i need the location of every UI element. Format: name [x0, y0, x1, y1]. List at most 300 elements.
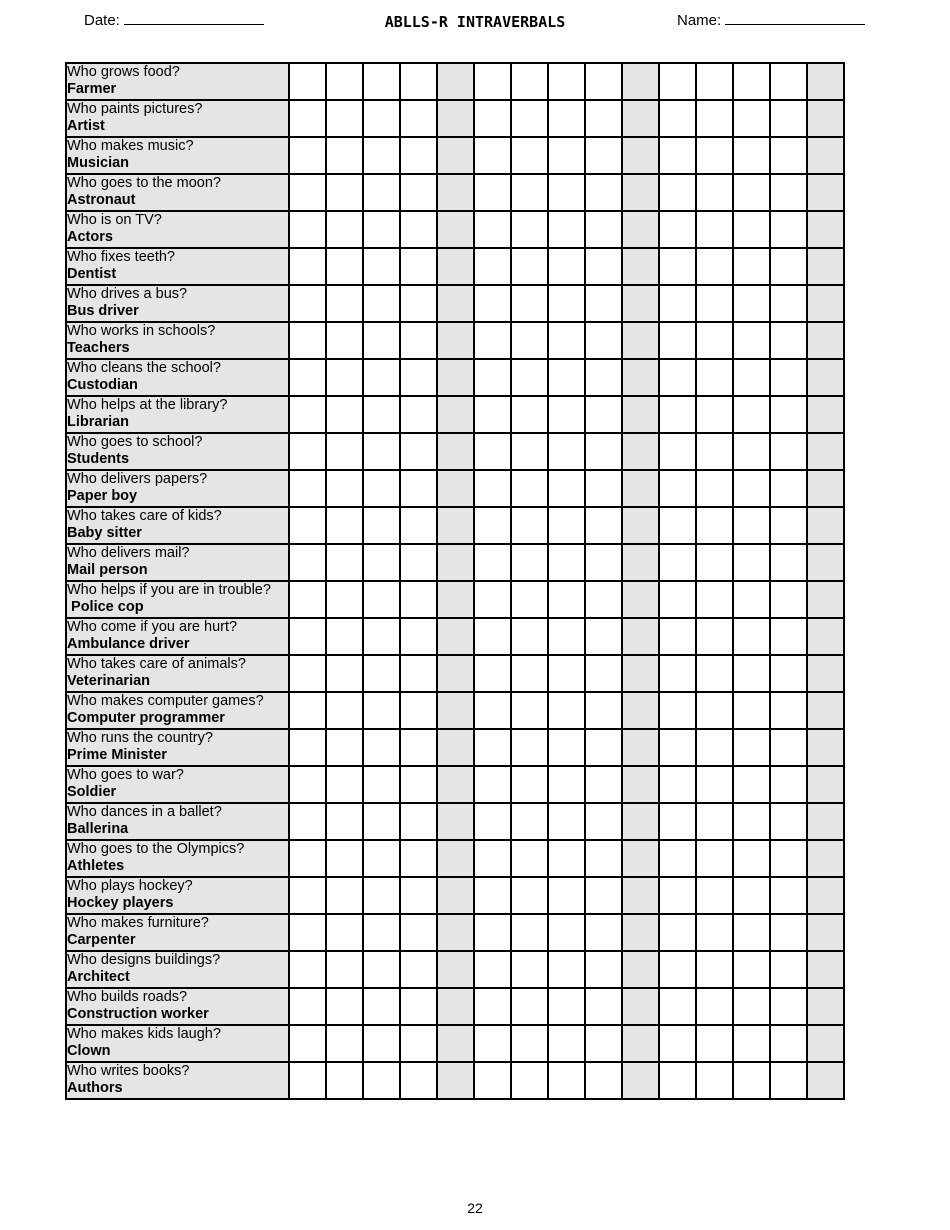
- trial-check-cell[interactable]: [696, 840, 733, 877]
- trial-check-cell[interactable]: [659, 322, 696, 359]
- trial-check-cell[interactable]: [585, 581, 622, 618]
- trial-check-cell[interactable]: [585, 914, 622, 951]
- trial-check-cell[interactable]: [363, 174, 400, 211]
- trial-check-cell[interactable]: [622, 470, 659, 507]
- trial-check-cell[interactable]: [511, 174, 548, 211]
- trial-check-cell[interactable]: [770, 396, 807, 433]
- trial-check-cell[interactable]: [733, 433, 770, 470]
- trial-check-cell[interactable]: [289, 840, 326, 877]
- trial-check-cell[interactable]: [400, 988, 437, 1025]
- trial-check-cell[interactable]: [400, 914, 437, 951]
- trial-check-cell[interactable]: [326, 285, 363, 322]
- trial-check-cell[interactable]: [585, 433, 622, 470]
- trial-check-cell[interactable]: [548, 1025, 585, 1062]
- trial-check-cell[interactable]: [474, 63, 511, 100]
- trial-check-cell[interactable]: [289, 137, 326, 174]
- trial-check-cell[interactable]: [807, 544, 844, 581]
- trial-check-cell[interactable]: [437, 100, 474, 137]
- trial-check-cell[interactable]: [807, 211, 844, 248]
- trial-check-cell[interactable]: [363, 100, 400, 137]
- trial-check-cell[interactable]: [511, 729, 548, 766]
- trial-check-cell[interactable]: [585, 951, 622, 988]
- trial-check-cell[interactable]: [400, 877, 437, 914]
- trial-check-cell[interactable]: [659, 470, 696, 507]
- trial-check-cell[interactable]: [400, 618, 437, 655]
- trial-check-cell[interactable]: [585, 248, 622, 285]
- trial-check-cell[interactable]: [622, 803, 659, 840]
- trial-check-cell[interactable]: [511, 137, 548, 174]
- trial-check-cell[interactable]: [733, 729, 770, 766]
- trial-check-cell[interactable]: [622, 840, 659, 877]
- trial-check-cell[interactable]: [511, 692, 548, 729]
- trial-check-cell[interactable]: [770, 1025, 807, 1062]
- trial-check-cell[interactable]: [807, 285, 844, 322]
- trial-check-cell[interactable]: [770, 803, 807, 840]
- trial-check-cell[interactable]: [622, 1062, 659, 1099]
- trial-check-cell[interactable]: [289, 470, 326, 507]
- trial-check-cell[interactable]: [733, 470, 770, 507]
- trial-check-cell[interactable]: [474, 618, 511, 655]
- trial-check-cell[interactable]: [400, 211, 437, 248]
- trial-check-cell[interactable]: [289, 211, 326, 248]
- trial-check-cell[interactable]: [696, 507, 733, 544]
- trial-check-cell[interactable]: [622, 766, 659, 803]
- trial-check-cell[interactable]: [400, 396, 437, 433]
- trial-check-cell[interactable]: [548, 100, 585, 137]
- trial-check-cell[interactable]: [622, 544, 659, 581]
- trial-check-cell[interactable]: [289, 803, 326, 840]
- trial-check-cell[interactable]: [807, 766, 844, 803]
- trial-check-cell[interactable]: [659, 840, 696, 877]
- trial-check-cell[interactable]: [437, 803, 474, 840]
- trial-check-cell[interactable]: [511, 877, 548, 914]
- trial-check-cell[interactable]: [363, 729, 400, 766]
- trial-check-cell[interactable]: [696, 544, 733, 581]
- trial-check-cell[interactable]: [659, 1025, 696, 1062]
- trial-check-cell[interactable]: [622, 174, 659, 211]
- trial-check-cell[interactable]: [770, 988, 807, 1025]
- trial-check-cell[interactable]: [770, 544, 807, 581]
- trial-check-cell[interactable]: [289, 581, 326, 618]
- trial-check-cell[interactable]: [474, 211, 511, 248]
- trial-check-cell[interactable]: [400, 174, 437, 211]
- trial-check-cell[interactable]: [548, 63, 585, 100]
- trial-check-cell[interactable]: [807, 100, 844, 137]
- trial-check-cell[interactable]: [659, 285, 696, 322]
- trial-check-cell[interactable]: [585, 322, 622, 359]
- trial-check-cell[interactable]: [696, 877, 733, 914]
- trial-check-cell[interactable]: [622, 63, 659, 100]
- trial-check-cell[interactable]: [289, 1025, 326, 1062]
- trial-check-cell[interactable]: [696, 581, 733, 618]
- trial-check-cell[interactable]: [326, 729, 363, 766]
- trial-check-cell[interactable]: [585, 803, 622, 840]
- trial-check-cell[interactable]: [585, 359, 622, 396]
- trial-check-cell[interactable]: [807, 137, 844, 174]
- trial-check-cell[interactable]: [622, 1025, 659, 1062]
- trial-check-cell[interactable]: [548, 618, 585, 655]
- trial-check-cell[interactable]: [437, 544, 474, 581]
- trial-check-cell[interactable]: [770, 692, 807, 729]
- trial-check-cell[interactable]: [807, 507, 844, 544]
- trial-check-cell[interactable]: [363, 581, 400, 618]
- trial-check-cell[interactable]: [326, 507, 363, 544]
- trial-check-cell[interactable]: [437, 359, 474, 396]
- trial-check-cell[interactable]: [326, 211, 363, 248]
- trial-check-cell[interactable]: [363, 877, 400, 914]
- trial-check-cell[interactable]: [474, 137, 511, 174]
- trial-check-cell[interactable]: [733, 803, 770, 840]
- trial-check-cell[interactable]: [289, 544, 326, 581]
- trial-check-cell[interactable]: [696, 655, 733, 692]
- trial-check-cell[interactable]: [437, 322, 474, 359]
- trial-check-cell[interactable]: [511, 1062, 548, 1099]
- trial-check-cell[interactable]: [437, 766, 474, 803]
- trial-check-cell[interactable]: [622, 951, 659, 988]
- trial-check-cell[interactable]: [326, 655, 363, 692]
- trial-check-cell[interactable]: [585, 692, 622, 729]
- trial-check-cell[interactable]: [363, 1062, 400, 1099]
- trial-check-cell[interactable]: [400, 137, 437, 174]
- trial-check-cell[interactable]: [511, 655, 548, 692]
- trial-check-cell[interactable]: [437, 63, 474, 100]
- trial-check-cell[interactable]: [400, 433, 437, 470]
- trial-check-cell[interactable]: [770, 914, 807, 951]
- trial-check-cell[interactable]: [326, 63, 363, 100]
- trial-check-cell[interactable]: [807, 803, 844, 840]
- trial-check-cell[interactable]: [400, 766, 437, 803]
- trial-check-cell[interactable]: [733, 137, 770, 174]
- trial-check-cell[interactable]: [807, 581, 844, 618]
- trial-check-cell[interactable]: [733, 1025, 770, 1062]
- trial-check-cell[interactable]: [326, 692, 363, 729]
- trial-check-cell[interactable]: [770, 470, 807, 507]
- trial-check-cell[interactable]: [474, 655, 511, 692]
- trial-check-cell[interactable]: [585, 840, 622, 877]
- trial-check-cell[interactable]: [770, 1062, 807, 1099]
- trial-check-cell[interactable]: [474, 248, 511, 285]
- trial-check-cell[interactable]: [363, 63, 400, 100]
- trial-check-cell[interactable]: [770, 285, 807, 322]
- trial-check-cell[interactable]: [437, 1062, 474, 1099]
- trial-check-cell[interactable]: [659, 618, 696, 655]
- trial-check-cell[interactable]: [363, 766, 400, 803]
- trial-check-cell[interactable]: [474, 729, 511, 766]
- trial-check-cell[interactable]: [548, 285, 585, 322]
- trial-check-cell[interactable]: [474, 840, 511, 877]
- trial-check-cell[interactable]: [289, 766, 326, 803]
- trial-check-cell[interactable]: [474, 322, 511, 359]
- trial-check-cell[interactable]: [437, 248, 474, 285]
- trial-check-cell[interactable]: [289, 655, 326, 692]
- trial-check-cell[interactable]: [659, 692, 696, 729]
- trial-check-cell[interactable]: [733, 877, 770, 914]
- trial-check-cell[interactable]: [585, 470, 622, 507]
- trial-check-cell[interactable]: [511, 840, 548, 877]
- trial-check-cell[interactable]: [511, 211, 548, 248]
- trial-check-cell[interactable]: [400, 544, 437, 581]
- trial-check-cell[interactable]: [622, 914, 659, 951]
- trial-check-cell[interactable]: [400, 803, 437, 840]
- trial-check-cell[interactable]: [474, 581, 511, 618]
- trial-check-cell[interactable]: [659, 433, 696, 470]
- trial-check-cell[interactable]: [659, 211, 696, 248]
- trial-check-cell[interactable]: [585, 618, 622, 655]
- trial-check-cell[interactable]: [733, 322, 770, 359]
- trial-check-cell[interactable]: [548, 433, 585, 470]
- trial-check-cell[interactable]: [622, 285, 659, 322]
- trial-check-cell[interactable]: [511, 507, 548, 544]
- trial-check-cell[interactable]: [363, 803, 400, 840]
- trial-check-cell[interactable]: [437, 581, 474, 618]
- trial-check-cell[interactable]: [326, 396, 363, 433]
- trial-check-cell[interactable]: [585, 729, 622, 766]
- trial-check-cell[interactable]: [770, 618, 807, 655]
- trial-check-cell[interactable]: [622, 211, 659, 248]
- trial-check-cell[interactable]: [659, 729, 696, 766]
- trial-check-cell[interactable]: [326, 581, 363, 618]
- trial-check-cell[interactable]: [770, 581, 807, 618]
- trial-check-cell[interactable]: [363, 655, 400, 692]
- trial-check-cell[interactable]: [326, 803, 363, 840]
- trial-check-cell[interactable]: [400, 100, 437, 137]
- trial-check-cell[interactable]: [585, 1025, 622, 1062]
- trial-check-cell[interactable]: [733, 692, 770, 729]
- trial-check-cell[interactable]: [326, 137, 363, 174]
- trial-check-cell[interactable]: [770, 877, 807, 914]
- trial-check-cell[interactable]: [733, 174, 770, 211]
- trial-check-cell[interactable]: [733, 359, 770, 396]
- trial-check-cell[interactable]: [400, 729, 437, 766]
- trial-check-cell[interactable]: [437, 877, 474, 914]
- trial-check-cell[interactable]: [696, 248, 733, 285]
- trial-check-cell[interactable]: [289, 914, 326, 951]
- trial-check-cell[interactable]: [511, 396, 548, 433]
- trial-check-cell[interactable]: [733, 285, 770, 322]
- trial-check-cell[interactable]: [289, 507, 326, 544]
- trial-check-cell[interactable]: [733, 840, 770, 877]
- trial-check-cell[interactable]: [474, 1025, 511, 1062]
- trial-check-cell[interactable]: [400, 63, 437, 100]
- trial-check-cell[interactable]: [770, 100, 807, 137]
- trial-check-cell[interactable]: [437, 1025, 474, 1062]
- trial-check-cell[interactable]: [511, 544, 548, 581]
- trial-check-cell[interactable]: [363, 840, 400, 877]
- trial-check-cell[interactable]: [400, 1062, 437, 1099]
- trial-check-cell[interactable]: [807, 248, 844, 285]
- trial-check-cell[interactable]: [733, 581, 770, 618]
- trial-check-cell[interactable]: [548, 840, 585, 877]
- trial-check-cell[interactable]: [807, 655, 844, 692]
- trial-check-cell[interactable]: [511, 988, 548, 1025]
- trial-check-cell[interactable]: [659, 248, 696, 285]
- trial-check-cell[interactable]: [733, 766, 770, 803]
- trial-check-cell[interactable]: [548, 322, 585, 359]
- trial-check-cell[interactable]: [289, 692, 326, 729]
- trial-check-cell[interactable]: [622, 137, 659, 174]
- trial-check-cell[interactable]: [363, 951, 400, 988]
- trial-check-cell[interactable]: [363, 322, 400, 359]
- trial-check-cell[interactable]: [437, 507, 474, 544]
- trial-check-cell[interactable]: [326, 766, 363, 803]
- trial-check-cell[interactable]: [511, 359, 548, 396]
- trial-check-cell[interactable]: [326, 877, 363, 914]
- trial-check-cell[interactable]: [363, 914, 400, 951]
- trial-check-cell[interactable]: [363, 692, 400, 729]
- trial-check-cell[interactable]: [326, 470, 363, 507]
- trial-check-cell[interactable]: [363, 1025, 400, 1062]
- trial-check-cell[interactable]: [622, 433, 659, 470]
- trial-check-cell[interactable]: [437, 840, 474, 877]
- trial-check-cell[interactable]: [400, 248, 437, 285]
- trial-check-cell[interactable]: [696, 1025, 733, 1062]
- trial-check-cell[interactable]: [474, 100, 511, 137]
- trial-check-cell[interactable]: [548, 137, 585, 174]
- trial-check-cell[interactable]: [437, 729, 474, 766]
- trial-check-cell[interactable]: [659, 803, 696, 840]
- trial-check-cell[interactable]: [326, 248, 363, 285]
- trial-check-cell[interactable]: [400, 692, 437, 729]
- trial-check-cell[interactable]: [585, 63, 622, 100]
- trial-check-cell[interactable]: [585, 137, 622, 174]
- trial-check-cell[interactable]: [659, 1062, 696, 1099]
- trial-check-cell[interactable]: [659, 174, 696, 211]
- trial-check-cell[interactable]: [400, 1025, 437, 1062]
- trial-check-cell[interactable]: [548, 470, 585, 507]
- trial-check-cell[interactable]: [807, 692, 844, 729]
- trial-check-cell[interactable]: [548, 988, 585, 1025]
- trial-check-cell[interactable]: [511, 766, 548, 803]
- trial-check-cell[interactable]: [474, 951, 511, 988]
- trial-check-cell[interactable]: [622, 100, 659, 137]
- trial-check-cell[interactable]: [326, 840, 363, 877]
- trial-check-cell[interactable]: [659, 655, 696, 692]
- trial-check-cell[interactable]: [585, 544, 622, 581]
- trial-check-cell[interactable]: [437, 174, 474, 211]
- trial-check-cell[interactable]: [548, 359, 585, 396]
- trial-check-cell[interactable]: [363, 211, 400, 248]
- trial-check-cell[interactable]: [548, 877, 585, 914]
- trial-check-cell[interactable]: [696, 322, 733, 359]
- trial-check-cell[interactable]: [807, 433, 844, 470]
- trial-check-cell[interactable]: [326, 174, 363, 211]
- trial-check-cell[interactable]: [474, 1062, 511, 1099]
- trial-check-cell[interactable]: [548, 211, 585, 248]
- trial-check-cell[interactable]: [289, 988, 326, 1025]
- trial-check-cell[interactable]: [659, 914, 696, 951]
- trial-check-cell[interactable]: [326, 1025, 363, 1062]
- trial-check-cell[interactable]: [770, 211, 807, 248]
- trial-check-cell[interactable]: [289, 248, 326, 285]
- trial-check-cell[interactable]: [474, 433, 511, 470]
- trial-check-cell[interactable]: [326, 100, 363, 137]
- trial-check-cell[interactable]: [474, 914, 511, 951]
- trial-check-cell[interactable]: [696, 174, 733, 211]
- trial-check-cell[interactable]: [659, 766, 696, 803]
- trial-check-cell[interactable]: [548, 174, 585, 211]
- trial-check-cell[interactable]: [289, 396, 326, 433]
- trial-check-cell[interactable]: [659, 396, 696, 433]
- trial-check-cell[interactable]: [474, 396, 511, 433]
- trial-check-cell[interactable]: [474, 877, 511, 914]
- trial-check-cell[interactable]: [363, 248, 400, 285]
- trial-check-cell[interactable]: [326, 988, 363, 1025]
- trial-check-cell[interactable]: [511, 803, 548, 840]
- name-blank-line[interactable]: [725, 12, 865, 25]
- trial-check-cell[interactable]: [696, 359, 733, 396]
- trial-check-cell[interactable]: [511, 914, 548, 951]
- trial-check-cell[interactable]: [696, 692, 733, 729]
- trial-check-cell[interactable]: [437, 692, 474, 729]
- trial-check-cell[interactable]: [696, 433, 733, 470]
- trial-check-cell[interactable]: [437, 951, 474, 988]
- trial-check-cell[interactable]: [770, 951, 807, 988]
- trial-check-cell[interactable]: [659, 988, 696, 1025]
- trial-check-cell[interactable]: [807, 877, 844, 914]
- trial-check-cell[interactable]: [696, 914, 733, 951]
- trial-check-cell[interactable]: [437, 655, 474, 692]
- trial-check-cell[interactable]: [733, 211, 770, 248]
- trial-check-cell[interactable]: [733, 507, 770, 544]
- trial-check-cell[interactable]: [474, 507, 511, 544]
- trial-check-cell[interactable]: [659, 544, 696, 581]
- trial-check-cell[interactable]: [400, 507, 437, 544]
- trial-check-cell[interactable]: [696, 951, 733, 988]
- trial-check-cell[interactable]: [511, 618, 548, 655]
- trial-check-cell[interactable]: [659, 877, 696, 914]
- trial-check-cell[interactable]: [733, 618, 770, 655]
- trial-check-cell[interactable]: [437, 470, 474, 507]
- trial-check-cell[interactable]: [548, 655, 585, 692]
- trial-check-cell[interactable]: [807, 470, 844, 507]
- trial-check-cell[interactable]: [807, 322, 844, 359]
- trial-check-cell[interactable]: [807, 63, 844, 100]
- trial-check-cell[interactable]: [548, 692, 585, 729]
- trial-check-cell[interactable]: [400, 581, 437, 618]
- trial-check-cell[interactable]: [770, 137, 807, 174]
- trial-check-cell[interactable]: [696, 211, 733, 248]
- trial-check-cell[interactable]: [511, 433, 548, 470]
- trial-check-cell[interactable]: [622, 618, 659, 655]
- trial-check-cell[interactable]: [363, 988, 400, 1025]
- trial-check-cell[interactable]: [807, 1062, 844, 1099]
- trial-check-cell[interactable]: [770, 63, 807, 100]
- trial-check-cell[interactable]: [548, 581, 585, 618]
- trial-check-cell[interactable]: [437, 618, 474, 655]
- trial-check-cell[interactable]: [585, 174, 622, 211]
- trial-check-cell[interactable]: [733, 544, 770, 581]
- trial-check-cell[interactable]: [437, 285, 474, 322]
- trial-check-cell[interactable]: [289, 359, 326, 396]
- trial-check-cell[interactable]: [363, 433, 400, 470]
- trial-check-cell[interactable]: [659, 63, 696, 100]
- trial-check-cell[interactable]: [696, 618, 733, 655]
- trial-check-cell[interactable]: [474, 544, 511, 581]
- trial-check-cell[interactable]: [289, 63, 326, 100]
- trial-check-cell[interactable]: [437, 914, 474, 951]
- trial-check-cell[interactable]: [548, 396, 585, 433]
- trial-check-cell[interactable]: [733, 100, 770, 137]
- trial-check-cell[interactable]: [511, 248, 548, 285]
- trial-check-cell[interactable]: [622, 396, 659, 433]
- trial-check-cell[interactable]: [585, 100, 622, 137]
- trial-check-cell[interactable]: [733, 248, 770, 285]
- trial-check-cell[interactable]: [400, 470, 437, 507]
- trial-check-cell[interactable]: [289, 174, 326, 211]
- trial-check-cell[interactable]: [400, 322, 437, 359]
- trial-check-cell[interactable]: [437, 988, 474, 1025]
- trial-check-cell[interactable]: [289, 877, 326, 914]
